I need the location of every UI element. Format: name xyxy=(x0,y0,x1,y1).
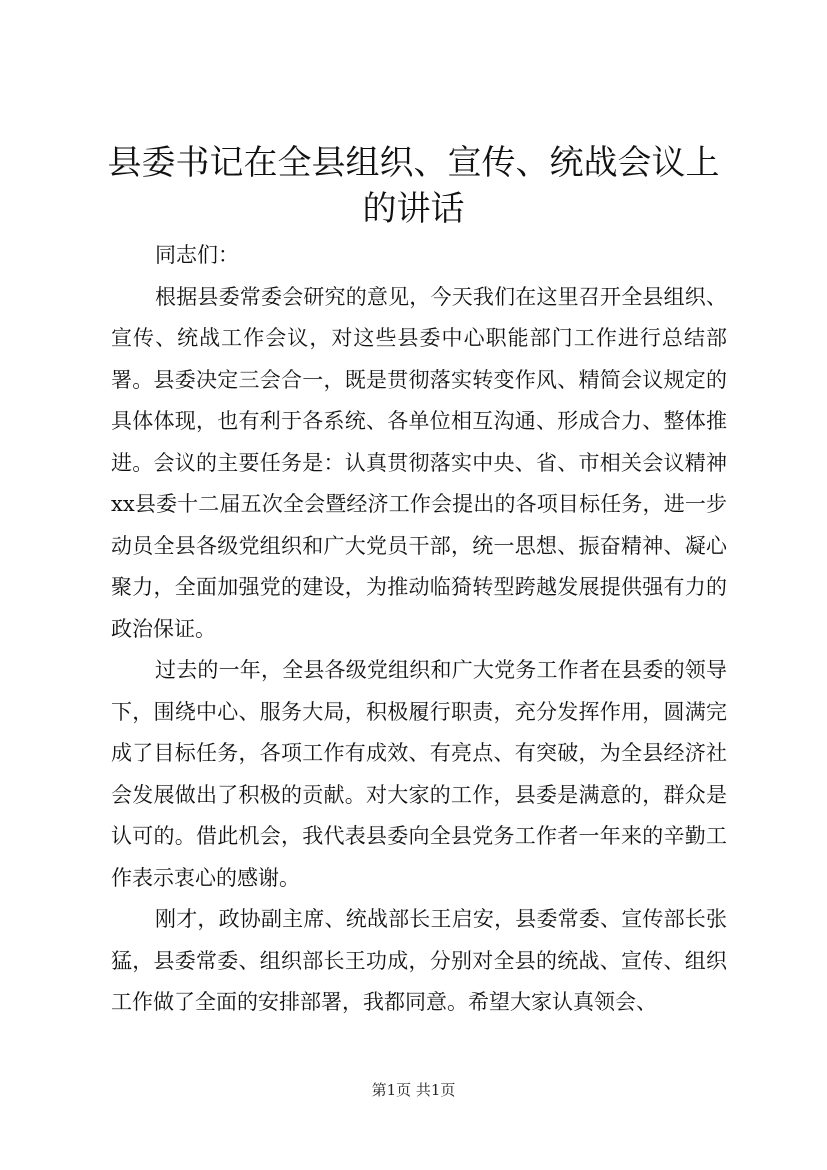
paragraph-3: 刚才，政协副主席、统战部长王启安，县委常委、宣传部长张猛，县委常委、组织部长王功成，分别对全县的统战、宣传、组织工作做了全面的安排部署，我都同意。希望大家认真领会、 xyxy=(111,907,727,1014)
paragraph-1: 根据县委常委会研究的意见，今天我们在这里召开全县组织、宣传、统战工作会议，对这些县委中心职能部门工作进行总结部署。县委决定三会合一，既是贯彻落实转变作风、精简会议规定的具体体现，也有利于各系统、各单位相互沟通、形成合力、整体推进。会议的主要任务是：认真贯彻落实中央、省、市相关会议精神xx县委十二届五次全会暨经济工作会提出的各项目标任务，进一步动员全县各级党组织和广大党员干部，统一思想、振奋精神、凝心聚力，全面加强党的建设，为推动临猗转型跨越发展提供强有力的政治保证。 xyxy=(111,284,727,641)
page-number-footer: 第1页 共1页 xyxy=(371,1081,456,1099)
paragraph-2: 过去的一年，全县各级党组织和广大党务工作者在县委的领导下，围绕中心、服务大局，积极履行职责，充分发挥作用，圆满完成了目标任务，各项工作有成效、有亮点、有突破，为全县经济社会发展做出了积极的贡献。对大家的工作，县委是满意的，群众是认可的。借此机会，我代表县委向全县党务工作者一年来的辛勤工作表示衷心的感谢。 xyxy=(111,658,727,890)
salutation: 同志们： xyxy=(155,243,239,267)
document-body xyxy=(111,235,727,1024)
document-title: 县委书记在全县组织、宣传、统战会议上的讲话 xyxy=(107,143,720,229)
